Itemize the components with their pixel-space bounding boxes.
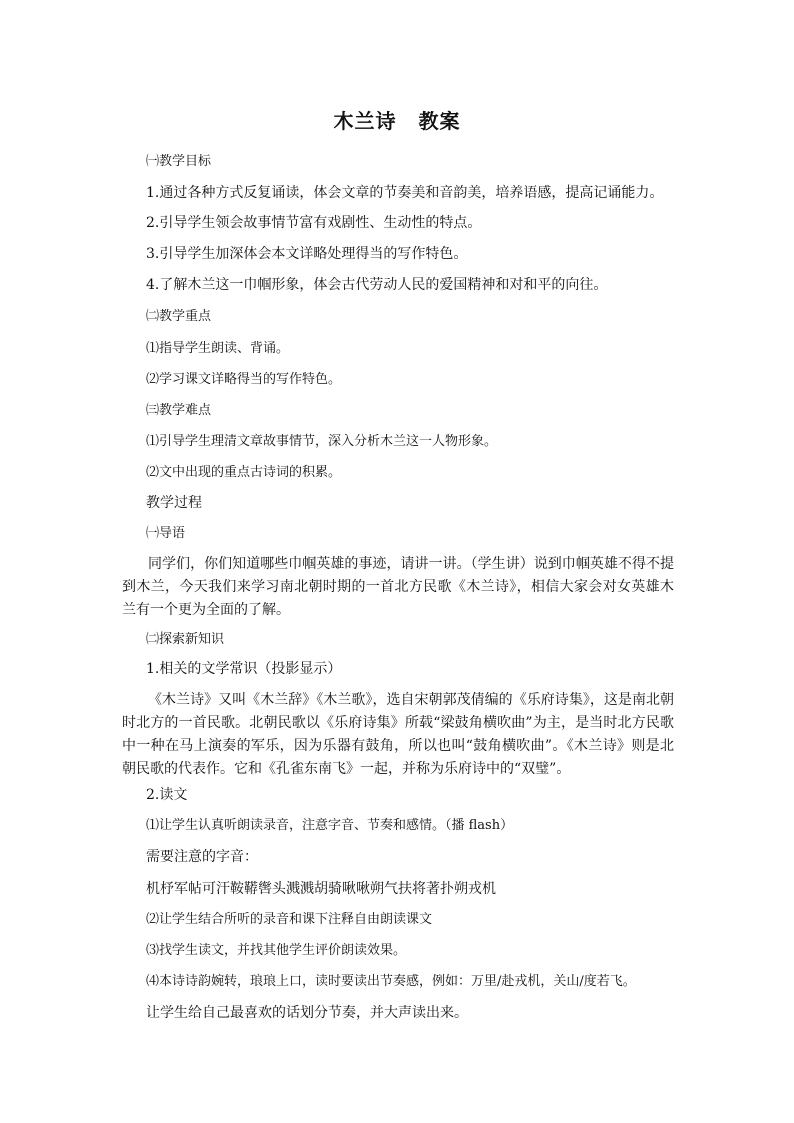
- reading-step-1: ⑴让学生认真听朗读录音，注意字音、节奏和感情。（播 flash）: [146, 818, 514, 833]
- title-main: 木兰诗: [333, 109, 397, 133]
- page-title: [0, 105, 794, 134]
- explore-heading: ㈡探索新知识: [146, 632, 225, 647]
- key-point-2: ⑵学习课文详略得当的写作特色。: [146, 372, 342, 387]
- intro-paragraph: 同学们，你们知道哪些巾帼英雄的事迹，请讲一讲。（学生讲）说到巾帼英雄不得不提到木兰，今天我们来学习南北朝时期的一首北方民歌《木兰诗》，相信大家会对女英雄木兰有一个更为全面的了解。: [122, 556, 674, 618]
- pronunciation-heading: 需要注意的字音：: [146, 849, 258, 865]
- goal-4: 4.了解木兰这一巾帼形象，体会古代劳动人民的爱国精神和对和平的向往。: [146, 277, 608, 293]
- reading-heading: 2.读文: [146, 787, 188, 803]
- key-point-1: ⑴指导学生朗读、背诵。: [146, 341, 290, 356]
- goals-heading: ㈠教学目标: [146, 154, 212, 169]
- goal-1: 1.通过各种方式反复诵读，体会文章的节奏美和音韵美，培养语感，提高记诵能力。: [146, 185, 664, 201]
- pronunciation-characters: 机杼军帖可汗鞍鞯辔头溅溅胡骑啾啾朔气扶将著扑朔戎机: [146, 881, 496, 897]
- knowledge-heading: 1.相关的文学常识（投影显示）: [146, 661, 342, 677]
- reading-step-3: ⑶找学生读文，并找其他学生评价朗读效果。: [146, 943, 407, 958]
- difficulty-2: ⑵文中出现的重点古诗词的积累。: [146, 465, 342, 480]
- reading-step-4: ⑷本诗诗韵婉转，琅琅上口，读时要读出节奏感，例如：万里/赴戎机，关山/度若飞。: [146, 974, 636, 989]
- difficulty-1: ⑴引导学生理清文章故事情节，深入分析木兰这一人物形象。: [146, 434, 498, 449]
- difficulties-heading: ㈢教学难点: [146, 403, 212, 418]
- goal-3: 3.引导学生加深体会本文详略处理得当的写作特色。: [146, 246, 468, 262]
- title-sub: 教案: [418, 109, 461, 133]
- reading-step-5: 让学生给自己最喜欢的话划分节奏，并大声读出来。: [146, 1005, 468, 1021]
- intro-heading: ㈠导语: [146, 526, 186, 541]
- key-points-heading: ㈡教学重点: [146, 309, 212, 324]
- goal-2: 2.引导学生领会故事情节富有戏剧性、生动性的特点。: [146, 215, 482, 231]
- knowledge-paragraph: 《木兰诗》又叫《木兰辞》《木兰歌》，选自宋朝郭茂倩编的《乐府诗集》，这是南北朝时北方的一首民歌。北朝民歌以《乐府诗集》所载“梁鼓角横吹曲”为主，是当时北方民歌中一种在马上演奏的军乐，因为乐器有鼓角，所以也叫“鼓角横吹曲”。《木兰诗》则是北朝民歌的代表作。它和《孔雀东南飞》一起，并称为乐府诗中的“双璧”。: [122, 692, 674, 777]
- process-heading: 教学过程: [146, 495, 202, 511]
- reading-step-2: ⑵让学生结合所听的录音和课下注释自由朗读课文: [146, 912, 433, 927]
